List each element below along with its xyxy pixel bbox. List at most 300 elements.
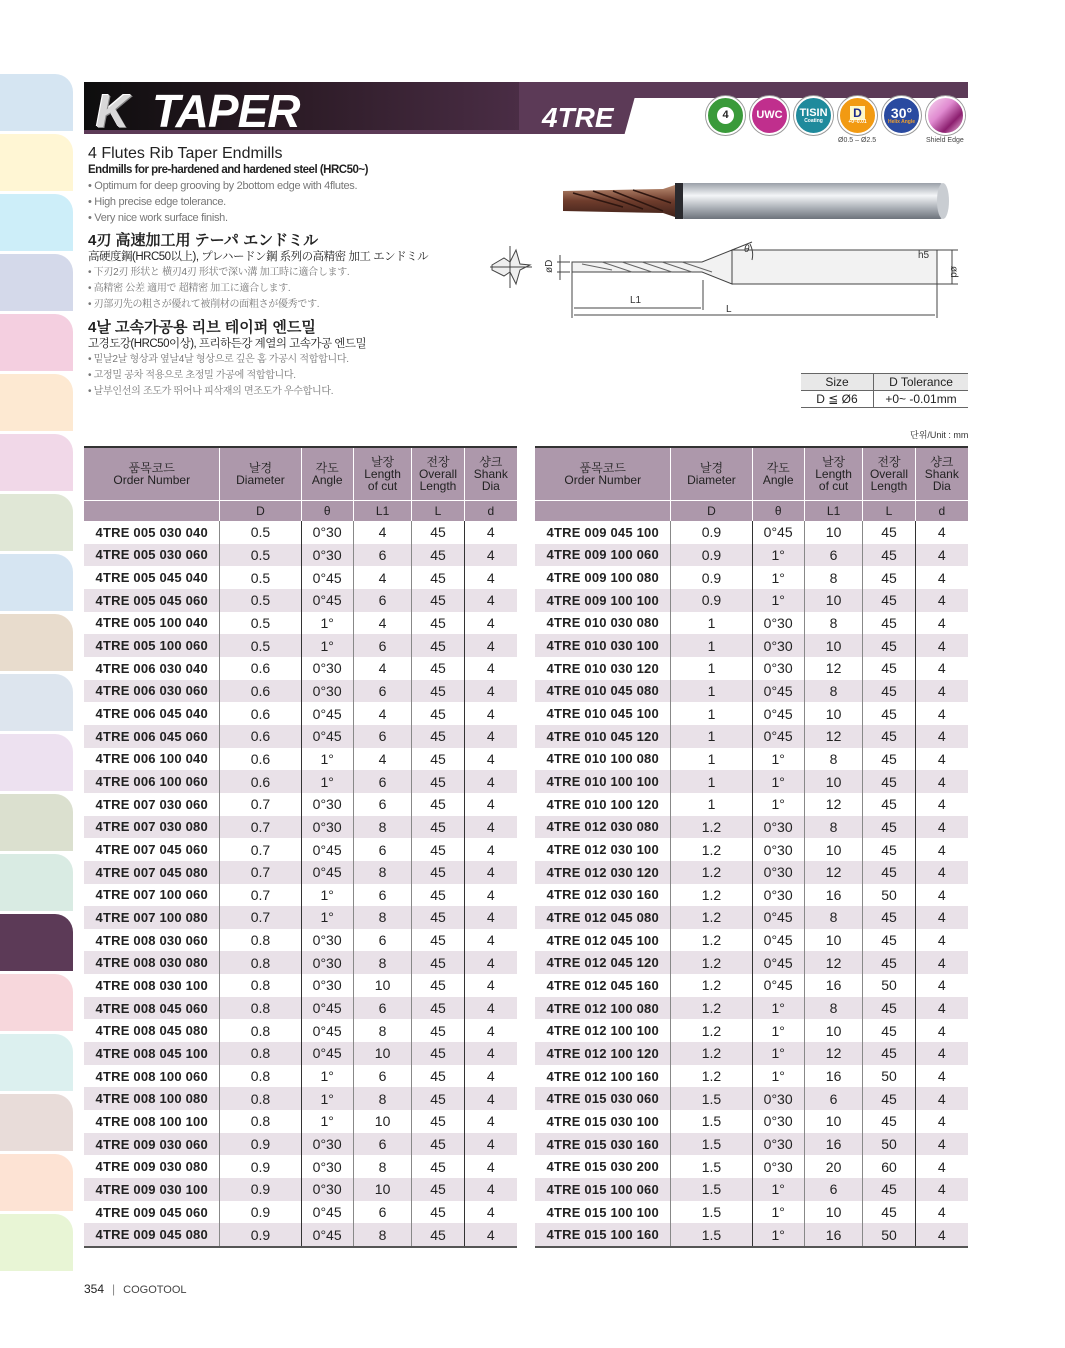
kr-title: 4날 고속가공용 리브 테이퍼 엔드밀 bbox=[88, 319, 316, 336]
diameter-cell: 0.8 bbox=[220, 1065, 301, 1088]
length-of-cut-cell: 16 bbox=[804, 884, 862, 907]
shank-dia-cell: 4 bbox=[464, 1178, 517, 1201]
angle-cell: 0°45 bbox=[752, 974, 804, 997]
order-number-cell: 4TRE 010 030 100 bbox=[535, 634, 671, 657]
en-bullet: • Optimum for deep grooving by 2bottom edge with 4flutes. bbox=[88, 180, 358, 192]
shank-dia-cell: 4 bbox=[915, 951, 968, 974]
shank-dia-cell: 4 bbox=[464, 816, 517, 839]
order-number-cell: 4TRE 005 045 040 bbox=[95, 570, 208, 586]
length-of-cut-cell: 6 bbox=[804, 1087, 862, 1110]
length-of-cut-cell: 6 bbox=[353, 793, 411, 816]
order-number-cell: 4TRE 010 100 080 bbox=[546, 751, 659, 767]
overall-length-cell: 45 bbox=[412, 1223, 464, 1247]
shank-dia-cell: 4 bbox=[464, 974, 517, 997]
diameter-cell: 0.8 bbox=[220, 974, 301, 997]
diameter-cell: 0.8 bbox=[220, 951, 301, 974]
diameter-cell: 1.2 bbox=[671, 1019, 752, 1042]
overall-length-cell: 45 bbox=[863, 816, 915, 839]
order-number-cell: 4TRE 012 045 160 bbox=[546, 977, 659, 993]
overall-length-cell: 45 bbox=[863, 861, 915, 884]
length-of-cut-cell: 8 bbox=[353, 1087, 411, 1110]
footer-separator: | bbox=[112, 1282, 116, 1296]
angle-cell: 1° bbox=[301, 884, 353, 907]
angle-cell: 0°30 bbox=[301, 974, 353, 997]
side-tab[interactable] bbox=[0, 914, 73, 971]
endmill-photo bbox=[563, 183, 949, 219]
h5-label: h5 bbox=[918, 250, 930, 261]
en-subtitle: Endmills for pre-hardened and hardened steel (HRC50~) bbox=[88, 164, 368, 176]
length-of-cut-cell: 10 bbox=[804, 634, 862, 657]
overall-length-cell: 45 bbox=[863, 1087, 915, 1110]
length-of-cut-cell: 8 bbox=[804, 612, 862, 635]
overall-length-cell: 45 bbox=[412, 1201, 464, 1224]
shank-dia-cell: 4 bbox=[915, 680, 968, 703]
col-diameter: 날경 Diameter bbox=[220, 447, 301, 501]
diameter-cell: 0.5 bbox=[220, 612, 301, 635]
diameter-cell: 1.2 bbox=[671, 861, 752, 884]
overall-length-cell: 45 bbox=[412, 612, 464, 635]
sym-L: L bbox=[863, 501, 915, 522]
angle-cell: 0°45 bbox=[752, 725, 804, 748]
order-number-cell: 4TRE 009 045 100 bbox=[546, 524, 659, 540]
angle-cell: 0°30 bbox=[752, 634, 804, 657]
diameter-cell: 0.5 bbox=[220, 589, 301, 612]
overall-length-cell: 45 bbox=[863, 838, 915, 861]
length-of-cut-cell: 6 bbox=[804, 1178, 862, 1201]
length-of-cut-cell: 20 bbox=[804, 1155, 862, 1178]
diameter-cell: 1 bbox=[671, 725, 752, 748]
diameter-cell: 0.8 bbox=[220, 1110, 301, 1133]
banner-left bbox=[84, 82, 519, 134]
table-row bbox=[535, 1223, 968, 1247]
overall-length-cell: 45 bbox=[863, 929, 915, 952]
angle-cell: 1° bbox=[301, 1087, 353, 1110]
overall-length-cell: 45 bbox=[412, 974, 464, 997]
order-number-cell: 4TRE 006 030 060 bbox=[84, 680, 220, 703]
shank-dia-cell: 4 bbox=[915, 1201, 968, 1224]
length-of-cut-cell: 10 bbox=[804, 838, 862, 861]
overall-length-cell: 45 bbox=[412, 634, 464, 657]
shank-dia-cell: 4 bbox=[464, 1201, 517, 1224]
diameter-cell: 0.9 bbox=[220, 1201, 301, 1224]
diameter-cell: 0.8 bbox=[220, 1042, 301, 1065]
side-tab[interactable] bbox=[0, 194, 73, 251]
side-tab[interactable] bbox=[0, 494, 73, 551]
diameter-cell: 1.5 bbox=[671, 1178, 752, 1201]
order-number-cell: 4TRE 012 045 080 bbox=[535, 906, 671, 929]
diameter-cell: 1.2 bbox=[671, 974, 752, 997]
angle-cell: 0°30 bbox=[301, 1178, 353, 1201]
order-number-cell: 4TRE 008 045 080 bbox=[95, 1023, 208, 1039]
shank-dia-cell: 4 bbox=[464, 838, 517, 861]
table-row bbox=[535, 974, 968, 997]
angle-cell: 1° bbox=[752, 1042, 804, 1065]
order-number-cell: 4TRE 008 030 100 bbox=[95, 977, 208, 993]
shank-dia-cell: 4 bbox=[464, 884, 517, 907]
shank-dia-cell: 4 bbox=[464, 1087, 517, 1110]
overall-length-cell: 45 bbox=[412, 1110, 464, 1133]
length-of-cut-cell: 8 bbox=[804, 816, 862, 839]
order-number-cell: 4TRE 008 030 080 bbox=[84, 951, 220, 974]
side-tab[interactable] bbox=[0, 674, 73, 731]
table-row bbox=[84, 951, 517, 974]
length-of-cut-cell: 10 bbox=[804, 770, 862, 793]
table-row bbox=[84, 544, 517, 567]
shank-dia-cell: 4 bbox=[915, 1019, 968, 1042]
length-of-cut-cell: 10 bbox=[804, 1019, 862, 1042]
overall-length-cell: 50 bbox=[863, 1223, 915, 1247]
order-number-cell: 4TRE 012 030 160 bbox=[546, 887, 659, 903]
table-row bbox=[535, 589, 968, 612]
shank-dia-cell: 4 bbox=[915, 974, 968, 997]
diameter-cell: 0.9 bbox=[671, 589, 752, 612]
angle-cell: 1° bbox=[752, 770, 804, 793]
table-row bbox=[84, 748, 517, 771]
order-number-cell: 4TRE 010 030 080 bbox=[546, 615, 659, 631]
angle-cell: 1° bbox=[301, 1065, 353, 1088]
angle-cell: 1° bbox=[301, 770, 353, 793]
shank-dia-cell: 4 bbox=[915, 748, 968, 771]
overall-length-cell: 45 bbox=[863, 906, 915, 929]
col-shank-dia: 샹크 Shank Dia bbox=[464, 447, 517, 501]
shank-dia-cell: 4 bbox=[915, 1065, 968, 1088]
length-of-cut-cell: 6 bbox=[353, 1065, 411, 1088]
diameter-D-label: øD bbox=[544, 259, 555, 273]
angle-cell: 0°30 bbox=[752, 657, 804, 680]
col-overall-length: 전장 Overall Length bbox=[412, 447, 464, 501]
overall-length-cell: 45 bbox=[412, 725, 464, 748]
tol-header-size: Size bbox=[801, 374, 874, 391]
angle-cell: 0°45 bbox=[752, 680, 804, 703]
overall-length-cell: 45 bbox=[863, 544, 915, 567]
length-of-cut-cell: 10 bbox=[804, 589, 862, 612]
diameter-cell: 0.7 bbox=[220, 861, 301, 884]
angle-theta-label: θ bbox=[744, 244, 750, 255]
order-number-cell: 4TRE 015 030 060 bbox=[535, 1087, 671, 1110]
diameter-cell: 1.5 bbox=[671, 1155, 752, 1178]
angle-cell: 0°45 bbox=[752, 951, 804, 974]
length-of-cut-cell: 6 bbox=[353, 589, 411, 612]
tisin-icon-label: TISIN bbox=[799, 106, 828, 119]
table-row bbox=[84, 725, 517, 748]
side-tab[interactable] bbox=[0, 1094, 73, 1151]
diameter-cell: 0.6 bbox=[220, 680, 301, 703]
angle-cell: 0°45 bbox=[301, 838, 353, 861]
order-number-cell: 4TRE 005 030 040 bbox=[95, 524, 208, 540]
overall-length-cell: 45 bbox=[412, 793, 464, 816]
shank-dia-cell: 4 bbox=[464, 793, 517, 816]
angle-cell: 0°30 bbox=[301, 680, 353, 703]
order-number-cell: 4TRE 009 030 100 bbox=[84, 1178, 220, 1201]
table-row bbox=[535, 1178, 968, 1201]
order-number-cell: 4TRE 008 045 100 bbox=[84, 1042, 220, 1065]
length-of-cut-cell: 6 bbox=[353, 884, 411, 907]
order-number-cell: 4TRE 005 100 040 bbox=[95, 615, 208, 631]
angle-cell: 0°30 bbox=[301, 657, 353, 680]
length-of-cut-cell: 10 bbox=[804, 521, 862, 544]
order-number-cell: 4TRE 015 030 100 bbox=[546, 1113, 659, 1129]
helix-angle-icon bbox=[882, 96, 921, 135]
diameter-cell: 0.9 bbox=[671, 521, 752, 544]
length-of-cut-cell: 6 bbox=[353, 544, 411, 567]
shank-dia-cell: 4 bbox=[464, 929, 517, 952]
table-row bbox=[535, 612, 968, 635]
angle-cell: 1° bbox=[301, 748, 353, 771]
side-tab[interactable] bbox=[0, 1034, 73, 1091]
length-of-cut-cell: 8 bbox=[353, 1019, 411, 1042]
length-of-cut-cell: 4 bbox=[353, 748, 411, 771]
sym-d: d bbox=[464, 501, 517, 522]
table-row bbox=[84, 884, 517, 907]
overall-length-cell: 45 bbox=[863, 521, 915, 544]
kr-bullet: • 날부인선의 조도가 뛰어나 피삭재의 면조도가 우수합니다. bbox=[88, 386, 334, 397]
order-number-cell: 4TRE 012 045 120 bbox=[535, 951, 671, 974]
sym-d: d bbox=[915, 501, 968, 522]
col-overall-length: 전장 Overall Length bbox=[863, 447, 915, 501]
shank-dia-cell: 4 bbox=[464, 1065, 517, 1088]
angle-cell: 0°30 bbox=[301, 1133, 353, 1156]
diameter-cell: 0.8 bbox=[220, 997, 301, 1020]
angle-cell: 1° bbox=[752, 1019, 804, 1042]
order-number-cell: 4TRE 010 045 080 bbox=[535, 680, 671, 703]
angle-cell: 0°30 bbox=[752, 838, 804, 861]
table-row bbox=[84, 1223, 517, 1247]
diameter-cell: 0.9 bbox=[220, 1178, 301, 1201]
table-row bbox=[84, 1019, 517, 1042]
table-row bbox=[535, 1087, 968, 1110]
diameter-cell: 0.8 bbox=[220, 929, 301, 952]
table-row bbox=[84, 793, 517, 816]
side-tab[interactable] bbox=[0, 974, 73, 1031]
table-row bbox=[535, 702, 968, 725]
L-label: L bbox=[726, 304, 732, 315]
series-code: 4TRE bbox=[542, 102, 614, 133]
diameter-cell: 1.2 bbox=[671, 997, 752, 1020]
overall-length-cell: 45 bbox=[412, 838, 464, 861]
angle-cell: 1° bbox=[752, 589, 804, 612]
overall-length-cell: 45 bbox=[412, 1087, 464, 1110]
4-flute-icon bbox=[706, 96, 745, 135]
diameter-cell: 0.7 bbox=[220, 906, 301, 929]
angle-cell: 0°30 bbox=[301, 1155, 353, 1178]
angle-cell: 0°30 bbox=[752, 1155, 804, 1178]
table-row bbox=[535, 1019, 968, 1042]
side-tab[interactable] bbox=[0, 254, 73, 311]
length-of-cut-cell: 16 bbox=[804, 1133, 862, 1156]
overall-length-cell: 50 bbox=[863, 974, 915, 997]
table-row bbox=[84, 906, 517, 929]
jp-subtitle: 高硬度鋼(HRC50以上), プレハードン鋼 系列の高精密 加工 エンドミル bbox=[88, 251, 429, 263]
tolerance-icon bbox=[838, 96, 877, 135]
length-of-cut-cell: 8 bbox=[804, 906, 862, 929]
side-tab[interactable] bbox=[0, 1154, 73, 1211]
order-number-cell: 4TRE 007 030 080 bbox=[84, 816, 220, 839]
order-number-cell: 4TRE 008 100 100 bbox=[95, 1113, 208, 1129]
side-tab[interactable] bbox=[0, 794, 73, 851]
overall-length-cell: 45 bbox=[863, 1201, 915, 1224]
tolerance-table bbox=[801, 373, 968, 408]
overall-length-cell: 45 bbox=[863, 657, 915, 680]
order-number-cell: 4TRE 010 030 120 bbox=[546, 660, 659, 676]
angle-cell: 1° bbox=[752, 793, 804, 816]
order-number-cell: 4TRE 009 045 080 bbox=[84, 1223, 220, 1247]
overall-length-cell: 45 bbox=[863, 1178, 915, 1201]
tol-size-value: D ≦ Ø6 bbox=[801, 391, 874, 408]
order-number-cell: 4TRE 008 030 060 bbox=[95, 932, 208, 948]
uwc-icon-label: UWC bbox=[756, 109, 783, 121]
overall-length-cell: 45 bbox=[412, 680, 464, 703]
order-number-cell: 4TRE 015 100 160 bbox=[535, 1223, 671, 1247]
diameter-cell: 1.5 bbox=[671, 1110, 752, 1133]
overall-length-cell: 45 bbox=[412, 566, 464, 589]
length-of-cut-cell: 8 bbox=[353, 816, 411, 839]
table-row bbox=[84, 997, 517, 1020]
table-row bbox=[84, 974, 517, 997]
overall-length-cell: 45 bbox=[863, 634, 915, 657]
side-tab[interactable] bbox=[0, 74, 73, 131]
shank-dia-cell: 4 bbox=[464, 680, 517, 703]
diameter-cell: 0.8 bbox=[220, 1087, 301, 1110]
length-of-cut-cell: 6 bbox=[353, 929, 411, 952]
order-number-cell: 4TRE 006 100 040 bbox=[95, 751, 208, 767]
shank-dia-cell: 4 bbox=[915, 634, 968, 657]
diameter-cell: 1.2 bbox=[671, 1042, 752, 1065]
angle-cell: 0°30 bbox=[301, 816, 353, 839]
diameter-cell: 1.2 bbox=[671, 951, 752, 974]
table-row bbox=[84, 702, 517, 725]
overall-length-cell: 45 bbox=[863, 997, 915, 1020]
order-number-cell: 4TRE 008 045 060 bbox=[84, 997, 220, 1020]
table-row bbox=[84, 612, 517, 635]
4-flute-icon-label: 4 bbox=[717, 107, 734, 124]
overall-length-cell: 45 bbox=[863, 680, 915, 703]
table-row bbox=[535, 566, 968, 589]
angle-cell: 1° bbox=[301, 634, 353, 657]
order-number-cell: 4TRE 007 045 060 bbox=[95, 842, 208, 858]
shank-dia-cell: 4 bbox=[915, 521, 968, 544]
angle-cell: 0°45 bbox=[752, 521, 804, 544]
side-tab[interactable] bbox=[0, 314, 73, 371]
order-number-cell: 4TRE 012 045 100 bbox=[546, 932, 659, 948]
shank-dia-cell: 4 bbox=[464, 521, 517, 544]
helix-angle-icon-label: 30° bbox=[890, 105, 913, 121]
length-of-cut-cell: 6 bbox=[353, 634, 411, 657]
diameter-cell: 0.6 bbox=[220, 725, 301, 748]
angle-cell: 0°45 bbox=[752, 906, 804, 929]
length-of-cut-cell: 10 bbox=[353, 1042, 411, 1065]
jp-title: 4刃 高速加工用 テーパ エンドミル bbox=[88, 232, 319, 249]
side-tab[interactable] bbox=[0, 374, 73, 431]
order-number-cell: 4TRE 012 100 080 bbox=[535, 997, 671, 1020]
overall-length-cell: 45 bbox=[412, 748, 464, 771]
length-of-cut-cell: 4 bbox=[353, 657, 411, 680]
overall-length-cell: 45 bbox=[412, 1065, 464, 1088]
table-row bbox=[535, 657, 968, 680]
shank-dia-cell: 4 bbox=[464, 770, 517, 793]
side-tab[interactable] bbox=[0, 554, 73, 611]
table-row bbox=[84, 1087, 517, 1110]
angle-cell: 1° bbox=[752, 544, 804, 567]
side-tab[interactable] bbox=[0, 1214, 73, 1271]
shank-dia-cell: 4 bbox=[464, 634, 517, 657]
shank-dia-cell: 4 bbox=[915, 997, 968, 1020]
length-of-cut-cell: 6 bbox=[353, 997, 411, 1020]
jp-bullet: • 高精密 公差 適用で 超精密 加工に適合します. bbox=[88, 283, 291, 294]
shank-dia-cell: 4 bbox=[915, 861, 968, 884]
product-table-left bbox=[84, 446, 517, 1248]
shank-dia-cell: 4 bbox=[915, 566, 968, 589]
length-of-cut-cell: 10 bbox=[804, 702, 862, 725]
sym-D: D bbox=[220, 501, 301, 522]
shank-dia-cell: 4 bbox=[915, 1178, 968, 1201]
side-tab[interactable] bbox=[0, 854, 73, 911]
order-number-cell: 4TRE 007 100 060 bbox=[95, 887, 208, 903]
uwc-icon bbox=[750, 96, 789, 135]
side-tab[interactable] bbox=[0, 134, 73, 191]
shank-dia-cell: 4 bbox=[464, 725, 517, 748]
side-tab[interactable] bbox=[0, 434, 73, 491]
overall-length-cell: 45 bbox=[412, 861, 464, 884]
shank-dia-cell: 4 bbox=[915, 1155, 968, 1178]
shank-dia-cell: 4 bbox=[464, 748, 517, 771]
diameter-cell: 1 bbox=[671, 657, 752, 680]
angle-cell: 0°30 bbox=[752, 1133, 804, 1156]
angle-cell: 0°45 bbox=[301, 702, 353, 725]
sym-theta: θ bbox=[752, 501, 804, 522]
side-tab[interactable] bbox=[0, 614, 73, 671]
overall-length-cell: 45 bbox=[412, 1133, 464, 1156]
length-of-cut-cell: 8 bbox=[353, 1223, 411, 1247]
angle-cell: 0°30 bbox=[752, 612, 804, 635]
length-of-cut-cell: 12 bbox=[804, 725, 862, 748]
length-of-cut-cell: 8 bbox=[353, 906, 411, 929]
length-of-cut-cell: 16 bbox=[804, 1065, 862, 1088]
order-number-cell: 4TRE 009 030 080 bbox=[95, 1159, 208, 1175]
table-row bbox=[535, 951, 968, 974]
diameter-cell: 0.7 bbox=[220, 816, 301, 839]
table-row bbox=[535, 884, 968, 907]
table-row bbox=[535, 997, 968, 1020]
overall-length-cell: 50 bbox=[863, 884, 915, 907]
length-of-cut-cell: 8 bbox=[804, 566, 862, 589]
side-tab[interactable] bbox=[0, 734, 73, 791]
overall-length-cell: 50 bbox=[863, 1133, 915, 1156]
length-of-cut-cell: 10 bbox=[804, 1201, 862, 1224]
length-of-cut-cell: 16 bbox=[804, 974, 862, 997]
shank-dia-cell: 4 bbox=[464, 566, 517, 589]
shank-dia-cell: 4 bbox=[915, 838, 968, 861]
shank-dia-cell: 4 bbox=[464, 1223, 517, 1247]
helix-angle-icon-sublabel: Helix Angle bbox=[887, 119, 916, 125]
length-of-cut-cell: 8 bbox=[353, 861, 411, 884]
col-length-of-cut: 날장 Length of cut bbox=[353, 447, 411, 501]
table-row bbox=[535, 929, 968, 952]
angle-cell: 0°45 bbox=[301, 566, 353, 589]
shank-dia-cell: 4 bbox=[464, 951, 517, 974]
feature-icons bbox=[706, 96, 968, 148]
angle-cell: 1° bbox=[752, 1201, 804, 1224]
shield-edge-icon bbox=[926, 96, 965, 135]
kr-bullet: • 밑날2날 형상과 옆날4날 형상으로 깊은 홈 가공시 적합합니다. bbox=[88, 354, 349, 365]
length-of-cut-cell: 6 bbox=[353, 680, 411, 703]
angle-cell: 1° bbox=[752, 748, 804, 771]
angle-cell: 0°45 bbox=[301, 1019, 353, 1042]
table-row bbox=[84, 634, 517, 657]
col-diameter: 날경 Diameter bbox=[671, 447, 752, 501]
angle-cell: 1° bbox=[301, 906, 353, 929]
shank-dia-cell: 4 bbox=[464, 544, 517, 567]
sym-theta: θ bbox=[301, 501, 353, 522]
